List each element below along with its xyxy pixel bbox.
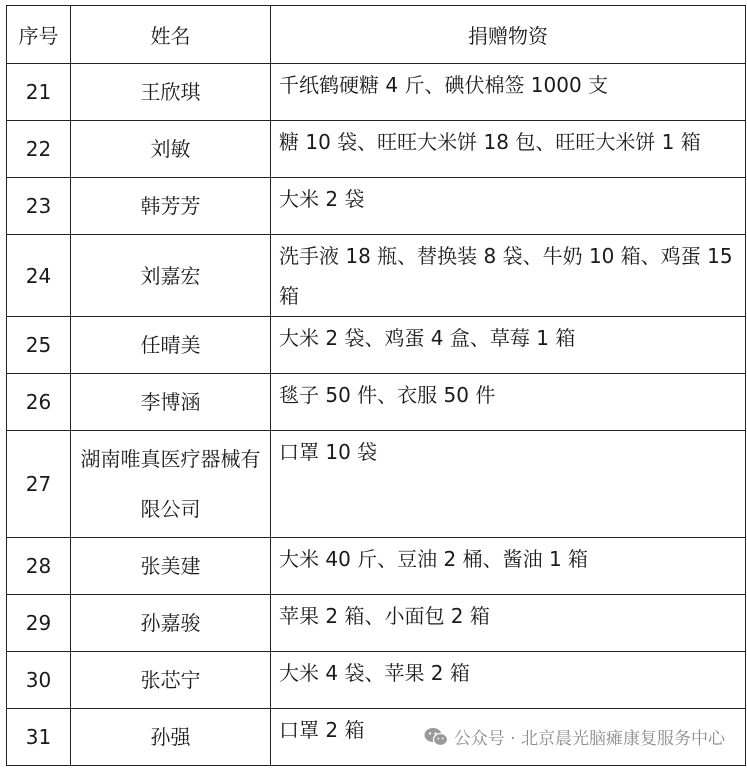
donated-items: 洗手液 18 瓶、替换装 8 袋、牛奶 10 箱、鸡蛋 15 箱 (279, 244, 733, 308)
donated-items: 大米 2 袋 (279, 187, 365, 211)
donor-name: 刘敏 (71, 121, 271, 178)
table-row (7, 64, 746, 121)
header-donated-items: 捐赠物资 (271, 6, 746, 64)
row-number: 23 (7, 178, 71, 235)
table-row (7, 374, 746, 431)
donated-items-cell (271, 317, 746, 374)
table-row (7, 121, 746, 178)
donor-name: 张芯宁 (71, 652, 271, 709)
row-number: 22 (7, 121, 71, 178)
donated-items: 口罩 2 箱 (279, 718, 365, 742)
watermark-text: 公众号 · 北京晨光脑瘫康复服务中心 (453, 729, 725, 749)
donated-items: 口罩 10 袋 (279, 440, 378, 464)
donor-name: 刘嘉宏 (71, 235, 271, 317)
donated-items-cell (271, 652, 746, 709)
donated-items: 糖 10 袋、旺旺大米饼 18 包、旺旺大米饼 1 箱 (279, 130, 701, 154)
row-number: 26 (7, 374, 71, 431)
donor-name: 张美建 (71, 538, 271, 595)
donor-name: 孙嘉骏 (71, 595, 271, 652)
row-number: 31 (7, 709, 71, 766)
wechat-icon (424, 727, 448, 747)
donated-items-cell (271, 178, 746, 235)
donated-items: 毯子 50 件、衣服 50 件 (279, 383, 496, 407)
table-row (7, 431, 746, 538)
row-number: 27 (7, 431, 71, 538)
donor-name: 任晴美 (71, 317, 271, 374)
row-number: 25 (7, 317, 71, 374)
donor-name: 李博涵 (71, 374, 271, 431)
donor-name: 湖南唯真医疗器械有限公司 (71, 431, 271, 538)
donated-items-cell (271, 235, 746, 317)
table-row (7, 178, 746, 235)
row-number: 30 (7, 652, 71, 709)
donated-items: 大米 2 袋、鸡蛋 4 盒、草莓 1 箱 (279, 326, 576, 350)
donor-name: 韩芳芳 (71, 178, 271, 235)
table-row (7, 235, 746, 317)
table-header-row (7, 6, 746, 64)
donated-items-cell (271, 538, 746, 595)
table-row (7, 317, 746, 374)
wechat-watermark (424, 724, 725, 749)
donated-items-cell (271, 121, 746, 178)
donated-items: 苹果 2 箱、小面包 2 箱 (279, 604, 490, 628)
row-number: 29 (7, 595, 71, 652)
donated-items-cell (271, 374, 746, 431)
header-name: 姓名 (71, 6, 271, 64)
donor-name: 王欣琪 (71, 64, 271, 121)
donated-items: 千纸鹤硬糖 4 斤、碘伏棉签 1000 支 (279, 73, 609, 97)
donated-items: 大米 40 斤、豆油 2 桶、酱油 1 箱 (279, 547, 589, 571)
donated-items-cell (271, 431, 746, 538)
row-number: 21 (7, 64, 71, 121)
donated-items: 大米 4 袋、苹果 2 箱 (279, 661, 470, 685)
header-serial-number: 序号 (7, 6, 71, 64)
donated-items-cell (271, 64, 746, 121)
row-number: 24 (7, 235, 71, 317)
donation-table (6, 5, 746, 766)
table-row (7, 538, 746, 595)
row-number: 28 (7, 538, 71, 595)
donated-items-cell (271, 595, 746, 652)
donor-name: 孙强 (71, 709, 271, 766)
table-row (7, 652, 746, 709)
table-row (7, 595, 746, 652)
